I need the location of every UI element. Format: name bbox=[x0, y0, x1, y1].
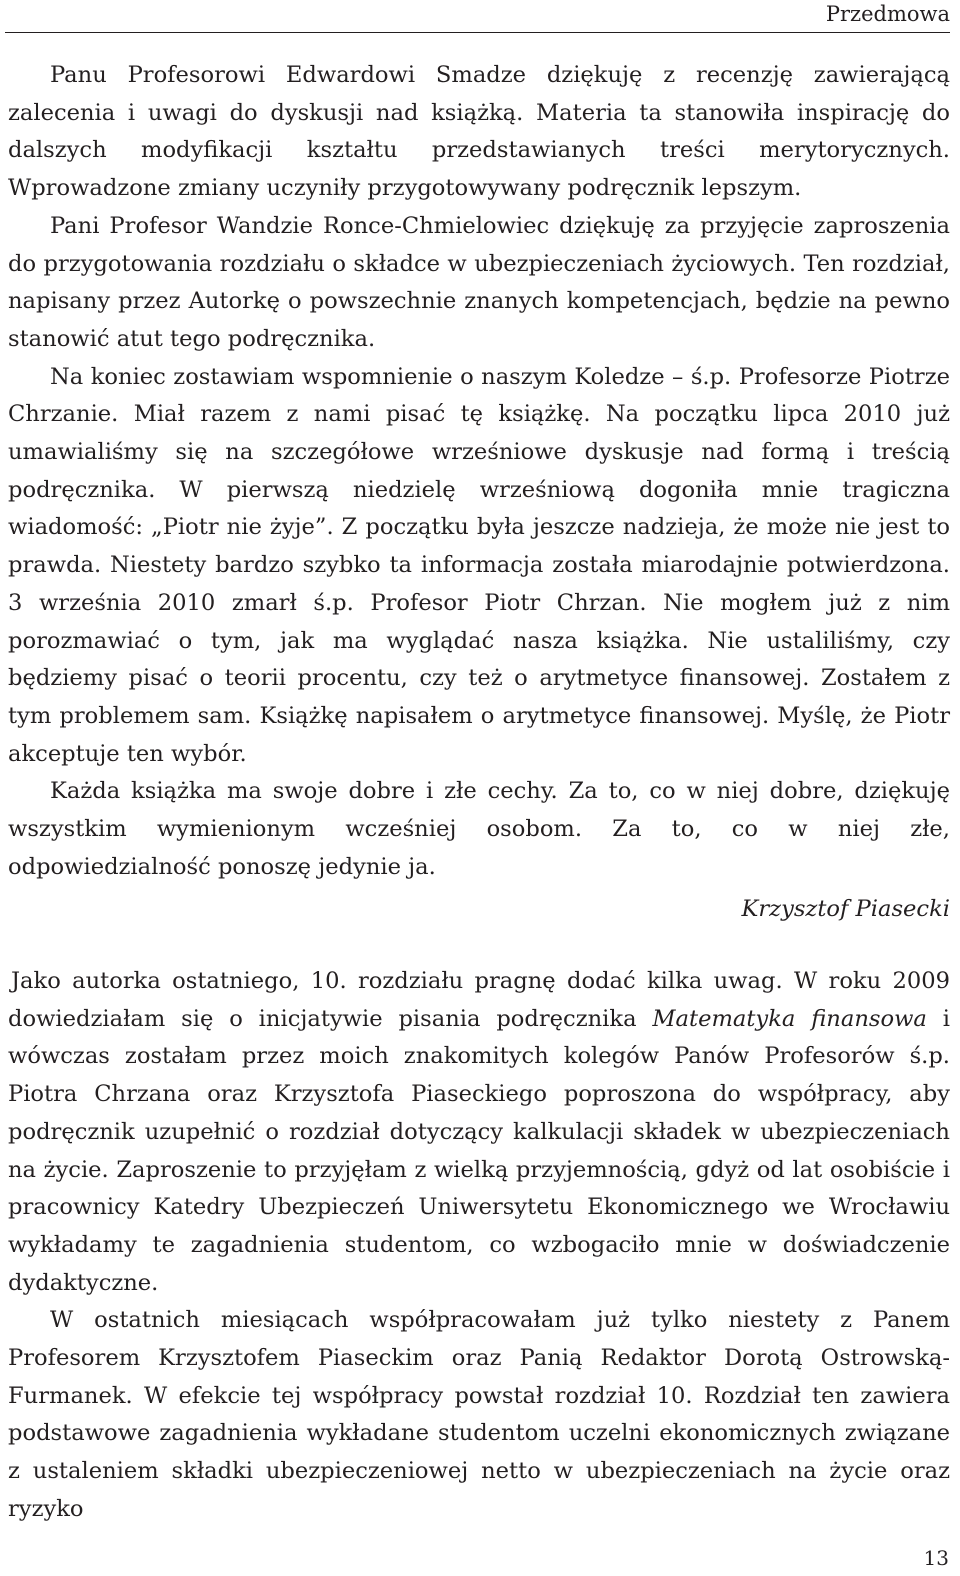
paragraph-acknowledgement-reviewer: Panu Profesorowi Edwardowi Smadze dziękuję z recenzję zawierającą zalecenia i uwagi do dyskusji nad książką. Materia ta stanowiła inspirację do dalszych modyfikacji kształtu przedstawianych treści merytorycznych. Wprowadzone zmiany uczyniły przygotowywany podręcznik lepszym. bbox=[8, 62, 950, 202]
book-title: Matematyka finansowa bbox=[652, 1005, 927, 1032]
intro-text-start: Jako autorka ostatniego, 10. rozdziału pragnę dodać kilka uwag. W roku 2009 dowiedziałam się o inicjatywie pisania podręcznika bbox=[8, 968, 950, 1032]
paragraph-memorial: Na koniec zostawiam wspomnienie o naszym Koledze – ś.p. Profesorze Piotrze Chrzanie. Miał razem z nami pisać tę książkę. Na początku lipca 2010 już umawialiśmy się na szczegółowe wrześniowe dyskusje nad formą i treścią podręcznika. W pierwszą niedzielę wrześniową dogoniła mnie tragiczna wiadomość: „Piotr nie żyje”. Z początku była jeszcze nadzieja, że może nie jest to prawda. Niestety bardzo szybko ta informacja została miarodajnie potwierdzona. 3 września 2010 zmarł ś.p. Profesor Piotr Chrzan. Nie mogłem już z nim porozmawiać o tym, jak ma wyglądać nasza książka. Nie ustaliliśmy, czy będziemy pisać o teorii procentu, czy też o arytmetyce finansowej. Zostałem z tym problemem sam. Książkę napisałem o arytmetyce finansowej. Myślę, że Piotr akceptuje ten wybór. bbox=[8, 363, 950, 767]
author-signature: Krzysztof Piasecki bbox=[741, 896, 950, 922]
intro-text-end: i wówczas zostałam przez moich znakomitych kolegów Panów Profesorów ś.p. Piotra Chrzana oraz Krzysztofa Piaseckiego poproszona do współpracy, aby podręcznik uzupełnić o rozdział dotyczący kalkulacji składek w ubezpieczeniach na życie. Zaproszenie to przyjęłam z wielką przyjemnością, gdyż od lat osobiście i pracownicy Katedry Ubezpieczeń Uniwersytetu Ekonomicznego we Wrocławiu wykładamy te zagadnienia studentom, co wzbogaciło mnie w doświadczenie dydaktyczne. bbox=[8, 1005, 950, 1296]
preface-section-author-1 bbox=[8, 57, 950, 886]
preface-section-author-2 bbox=[8, 963, 950, 1529]
running-head: Przedmowa bbox=[825, 2, 950, 26]
paragraph-closing: Każda książka ma swoje dobre i złe cechy. Za to, co w niej dobre, dziękuję wszystkim wymienionym wcześniej osobom. Za to, co w niej złe, odpowiedzialność ponoszę jedynie ja. bbox=[8, 778, 950, 880]
paragraph-chapter-author-collaboration: W ostatnich miesiącach współpracowałam już tylko niestety z Panem Profesorem Krzysztofem Piaseckim oraz Panią Redaktor Dorotą Ostrowską-Furmanek. W efekcie tej współpracy powstał rozdział 10. Rozdział ten zawiera podstawowe zagadnienia wykładane studentom uczelni ekonomicznych związane z ustaleniem składki ubezpieczeniowej netto w ubezpieczeniach na życie oraz ryzyko bbox=[8, 1307, 950, 1522]
header-rule bbox=[5, 32, 950, 33]
paragraph-chapter-author-intro bbox=[8, 963, 950, 1302]
page-number: 13 bbox=[923, 1546, 949, 1570]
paragraph-acknowledgement-chapter-author: Pani Profesor Wandzie Ronce-Chmielowiec dziękuję za przyjęcie zaproszenia do przygotowania rozdziału o składce w ubezpieczeniach życiowych. Ten rozdział, napisany przez Autorkę o powszechnie znanych kompetencjach, będzie na pewno stanowić atut tego podręcznika. bbox=[8, 212, 950, 352]
